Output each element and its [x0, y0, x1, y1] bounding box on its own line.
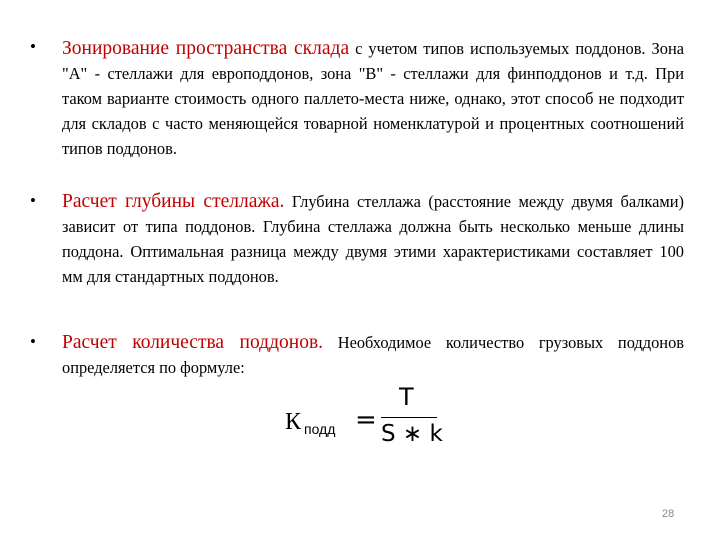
bullet-marker: • — [30, 332, 36, 351]
bullet-heading: Расчет количества поддонов. — [62, 332, 324, 353]
bullet-body: Необходимое количество грузовых поддонов определяется по формуле: — [62, 333, 685, 377]
bullet-rack-depth — [30, 189, 684, 289]
formula-numerator: T — [399, 383, 414, 411]
bullet-paragraph — [62, 330, 684, 380]
formula-lhs-symbol: К — [285, 409, 302, 435]
bullet-marker: • — [30, 191, 36, 210]
bullet-body: с учетом типов используемых поддонов. Зона "А" - стеллажи для европоддонов, зона "В" - стеллажи для финподдонов и т.д. При таком варианте стоимость одного паллето-места ниже, однако, этот способ не подходит для складов с часто меняющейся товарной номенклатурой и процентных соотношений типов поддонов. — [62, 39, 684, 158]
formula-denominator: S ∗ k — [381, 421, 443, 447]
pallet-count-formula — [285, 385, 445, 455]
bullet-paragraph — [62, 36, 684, 161]
bullet-body: Глубина стеллажа (расстояние между двумя балками) зависит от типа поддонов. Глубина стеллажа должна быть несколько меньше длины поддона. Оптимальная разница между двумя этими характеристиками составляет 100 мм для стандартных поддонов. — [62, 192, 685, 286]
formula-lhs-subscript: подд — [304, 421, 336, 437]
page-number: 28 — [662, 508, 675, 520]
bullet-heading: Расчет глубины стеллажа. — [62, 191, 285, 212]
formula-equals: = — [355, 405, 377, 435]
bullet-pallet-count — [30, 330, 684, 380]
bullet-zoning — [30, 36, 684, 161]
bullet-paragraph — [62, 189, 684, 289]
bullet-heading: Зонирование пространства склада — [62, 38, 350, 59]
formula-fraction-bar — [381, 417, 437, 418]
bullet-marker: • — [30, 37, 36, 56]
